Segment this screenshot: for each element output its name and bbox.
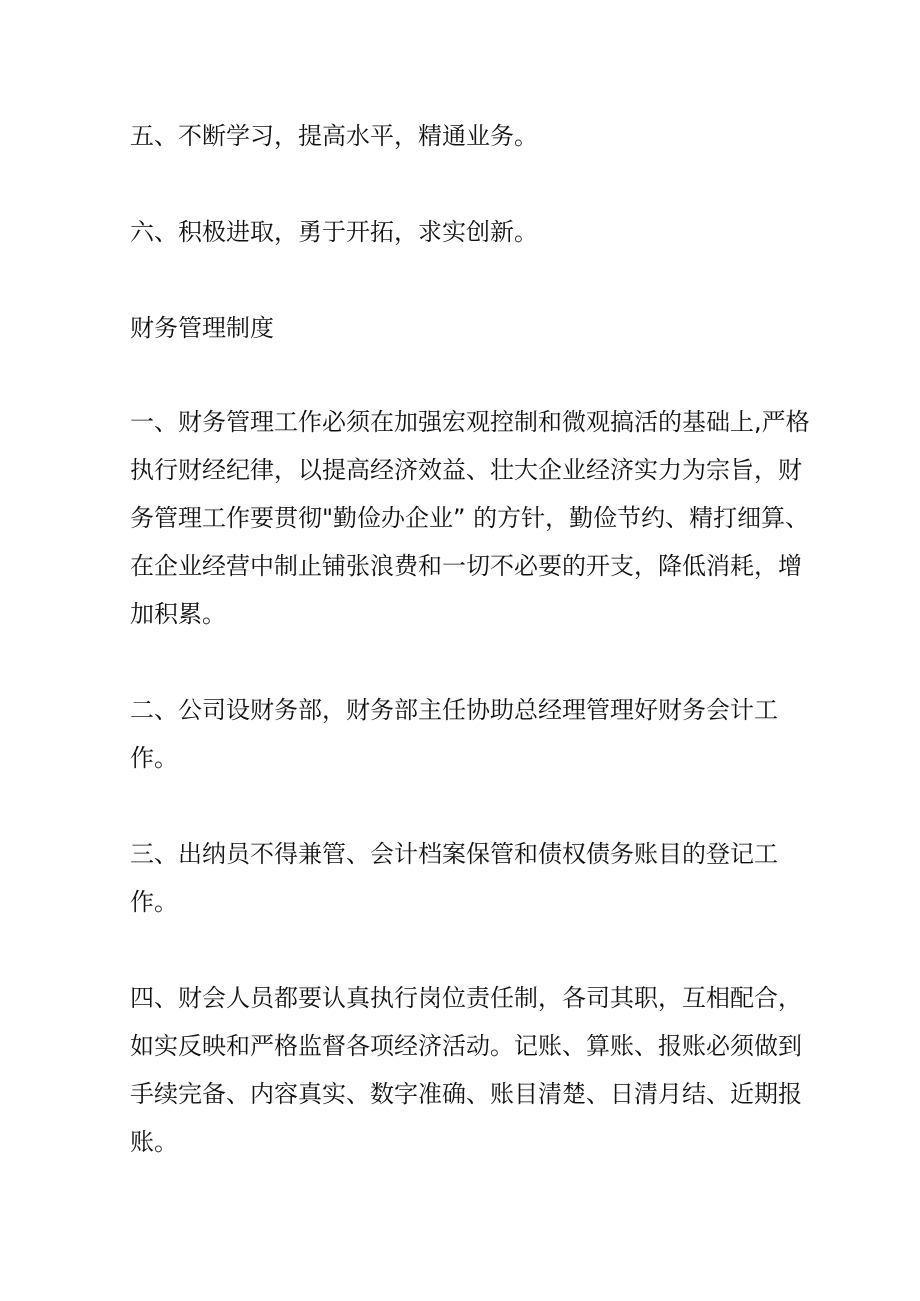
text-line: 一、财务管理工作必须在加强宏观控制和微观搞活的基础上,严格 — [130, 408, 810, 436]
paragraph-clause-4 — [130, 974, 810, 1166]
text-line: 加积累。 — [130, 600, 226, 628]
text-line: 二、公司设财务部，财务部主任协助总经理管理好财务会计工 — [130, 696, 778, 724]
text-line: 手续完备、内容真实、数字准确、账目清楚、日清月结、近期报 — [130, 1080, 802, 1108]
paragraph-clause-2 — [130, 686, 810, 782]
text-line: 如实反映和严格监督各项经济活动。记账、算账、报账必须做到 — [130, 1032, 802, 1060]
text-line: 作。 — [130, 744, 178, 772]
text-line: 六、积极进取，勇于开拓，求实创新。 — [130, 218, 538, 246]
text-line: 账。 — [130, 1128, 178, 1156]
text-line: 在企业经营中制止铺张浪费和一切不必要的开支，降低消耗，增 — [130, 552, 802, 580]
section-heading — [130, 304, 810, 352]
text-line: 三、出纳员不得兼管、会计档案保管和债权债务账目的登记工 — [130, 840, 778, 868]
text-line: 五、不断学习，提高水平，精通业务。 — [130, 122, 538, 150]
text-line: 作。 — [130, 888, 178, 916]
paragraph-clause-3 — [130, 830, 810, 926]
paragraph-item-5 — [130, 112, 810, 160]
paragraph-item-6 — [130, 208, 810, 256]
section-heading-text: 财务管理制度 — [130, 314, 274, 342]
paragraph-clause-1 — [130, 398, 810, 638]
text-line: 四、财会人员都要认真执行岗位责任制，各司其职，互相配合， — [130, 984, 802, 1012]
text-line: 务管理工作要贯彻"勤俭办企业” 的方针，勤俭节约、精打细算、 — [130, 504, 810, 532]
text-line: 执行财经纪律，以提高经济效益、壮大企业经济实力为宗旨，财 — [130, 456, 802, 484]
